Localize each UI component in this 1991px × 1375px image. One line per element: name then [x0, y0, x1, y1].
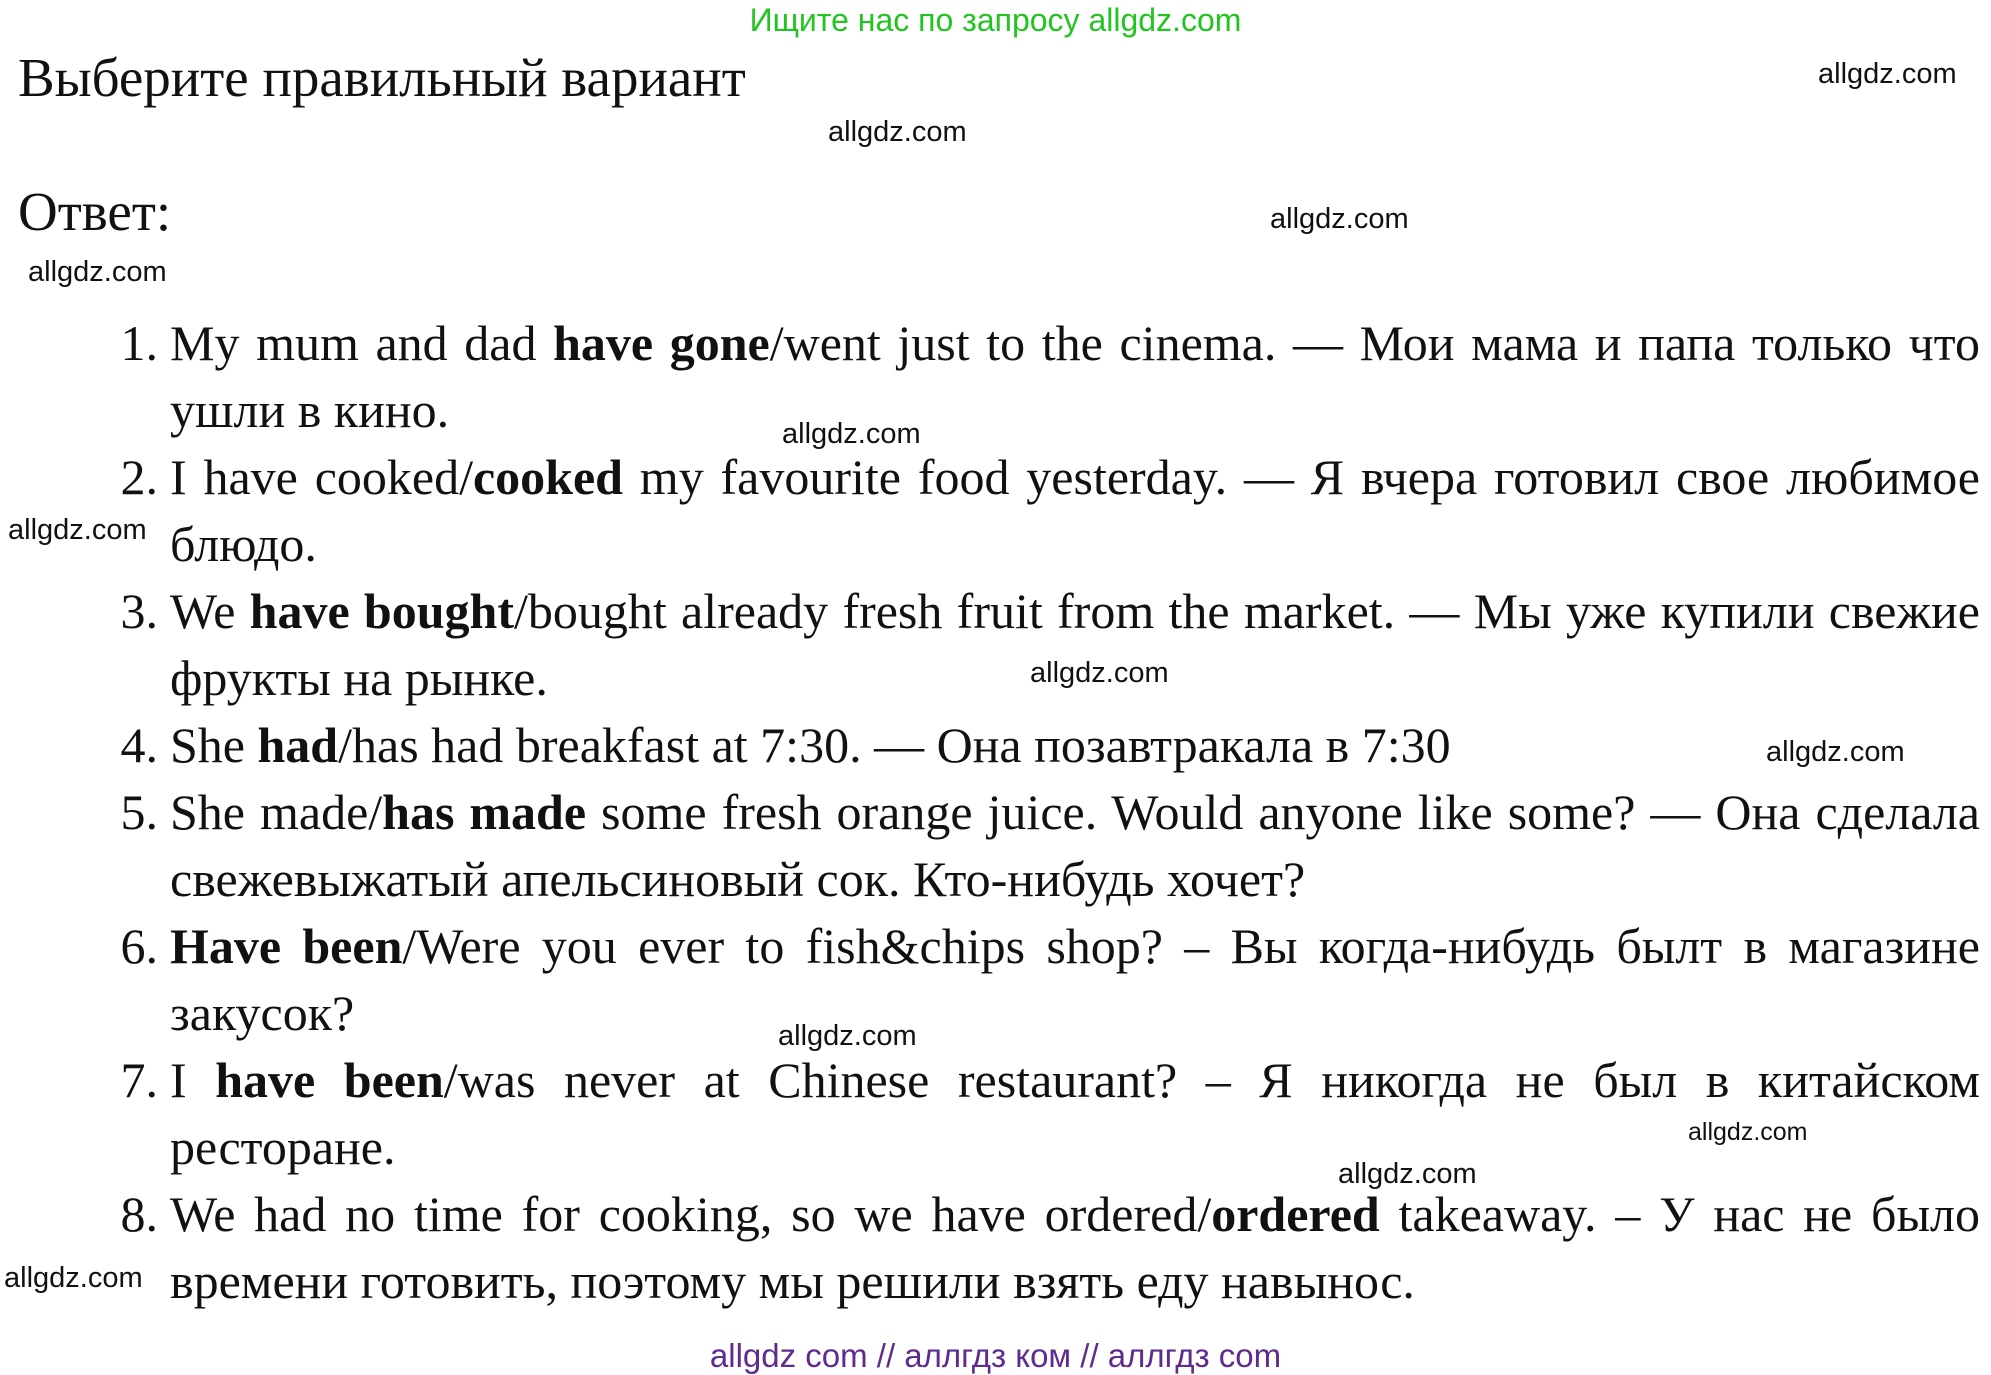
selected-answer: cooked — [472, 449, 623, 505]
answer-item — [120, 1047, 1980, 1181]
answer-item — [120, 712, 1980, 779]
selected-answer: has made — [382, 784, 587, 840]
answer-text: some fresh orange juice. Would anyone like some? — Она сделала свежевыжатый апельсиновый сок. Кто-нибудь хочет? — [170, 784, 1980, 907]
answer-number: 1. — [120, 315, 158, 371]
answer-number: 2. — [120, 449, 158, 505]
answer-number: 4. — [120, 717, 158, 773]
answer-text: She — [170, 717, 258, 773]
answer-text: We — [170, 583, 250, 639]
answer-text: /went just to the cinema. — Мои мама и папа только что ушли в кино. — [170, 315, 1980, 438]
watermark: allgdz.com — [28, 256, 167, 288]
answer-text: My mum and dad — [170, 315, 554, 371]
answer-text: /Were you ever to fish&chips shop? – Вы когда-нибудь былт в магазине закусок? — [170, 918, 1981, 1041]
answer-number: 6. — [120, 918, 158, 974]
watermark: allgdz.com — [1338, 1158, 1477, 1190]
answer-item — [120, 310, 1980, 444]
selected-answer: ordered — [1211, 1186, 1380, 1242]
footer-watermark: allgdz com // аллгдз ком // аллгдз com — [709, 1337, 1282, 1374]
watermark: allgdz.com — [8, 514, 147, 546]
watermark: allgdz.com — [778, 1020, 917, 1052]
selected-answer: have gone — [553, 315, 770, 371]
selected-answer: have bought — [249, 583, 514, 639]
answer-text: She made/ — [170, 784, 383, 840]
watermark: allgdz.com — [1766, 736, 1905, 768]
watermark: allgdz.com — [1688, 1118, 1808, 1146]
answer-text: /was never at Chinese restaurant? – Я никогда не был в китайском ресторане. — [170, 1052, 1980, 1175]
selected-answer: Have been — [170, 918, 403, 974]
task-title: Выберите правильный вариант — [18, 47, 746, 108]
answer-text: I — [170, 1052, 216, 1108]
answer-text: takeaway. – У нас не было времени готовить, поэтому мы решили взять еду навынос. — [170, 1186, 1981, 1309]
answer-number: 8. — [120, 1186, 158, 1242]
answer-number: 5. — [120, 784, 158, 840]
answer-text: my favourite food yesterday. — Я вчера готовил свое любимое блюдо. — [170, 449, 1980, 572]
selected-answer: had — [257, 717, 339, 773]
answer-text: I have cooked/ — [170, 449, 473, 505]
watermark: allgdz.com — [1818, 58, 1957, 90]
answer-text: /bought already fresh fruit from the market. — Мы уже купили свежие фрукты на рынке. — [170, 583, 1980, 706]
answer-label: Ответ: — [18, 181, 172, 242]
top-banner: Ищите нас по запросу allgdz.com — [749, 2, 1242, 38]
selected-answer: have been — [215, 1052, 444, 1108]
answer-item — [120, 578, 1980, 712]
watermark: allgdz.com — [1030, 657, 1169, 689]
answer-number: 3. — [120, 583, 158, 639]
watermark: allgdz.com — [782, 418, 921, 450]
answer-item — [120, 913, 1981, 1047]
answer-item — [120, 779, 1980, 913]
answer-number: 7. — [120, 1052, 158, 1108]
answer-item — [120, 444, 1980, 578]
watermark: allgdz.com — [4, 1262, 143, 1294]
answer-list — [0, 310, 1991, 1315]
watermark: allgdz.com — [1270, 203, 1409, 235]
answer-text: We had no time for cooking, so we have ordered/ — [170, 1186, 1212, 1242]
answer-item — [120, 1181, 1981, 1315]
answer-text: /has had breakfast at 7:30. — Она позавтракала в 7:30 — [338, 717, 1451, 773]
watermark: allgdz.com — [828, 116, 967, 148]
